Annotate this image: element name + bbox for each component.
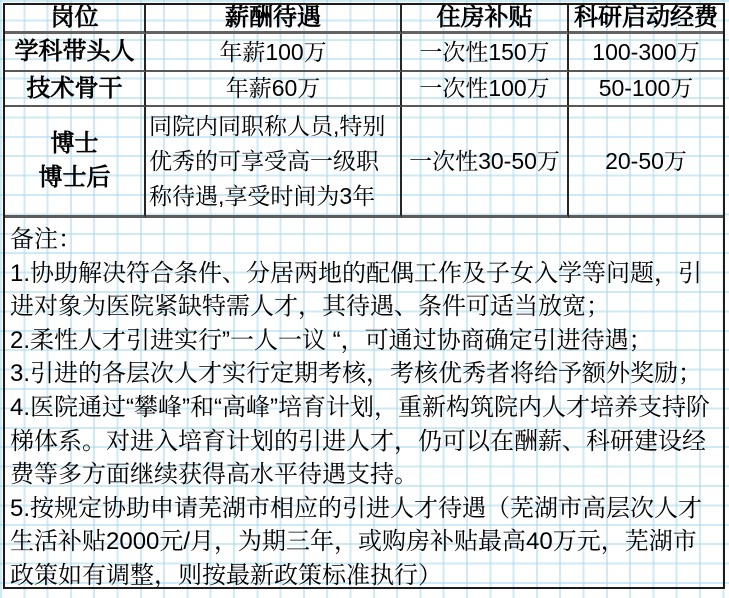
cell-housing-backbone: 一次性100万 — [402, 72, 569, 107]
cell-position-leader: 学科带头人 — [5, 34, 146, 72]
cell-salary-phd: 同院内同职称人员,特别优秀的可享受高一级职称待遇,享受时间为3年 — [146, 107, 402, 218]
position-phd-line1: 博士 — [50, 130, 99, 157]
note-item-1: 1.协助解决符合条件、分居两地的配偶工作及子女入学等问题，引进对象为医院紧缺特需人才，其待遇、条件可适当放宽； — [10, 259, 703, 321]
position-postdoc-line2: 博士后 — [38, 164, 111, 191]
cell-position-backbone: 技术骨干 — [5, 72, 146, 107]
cell-research-backbone: 50-100万 — [569, 72, 723, 107]
cell-position-phd — [5, 107, 146, 218]
cell-housing-phd: 一次性30-50万 — [402, 107, 569, 218]
notes-label: 备注： — [10, 226, 82, 253]
cell-salary-backbone: 年薪60万 — [146, 72, 402, 107]
header-research-fund: 科研启动经费 — [569, 5, 723, 34]
note-item-3: 3.引进的各层次人才实行定期考核，考核优秀者将给予额外奖励； — [10, 360, 703, 388]
note-item-5: 5.按规定协助申请芜湖市相应的引进人才待遇（芜湖市高层次人才生活补贴2000元/月，为期三年，或购房补贴最高40万元，芜湖市政策如有调整，则按最新政策标准执行） — [10, 494, 703, 589]
header-salary: 薪酬待遇 — [146, 5, 402, 34]
cell-salary-leader: 年薪100万 — [146, 34, 402, 72]
cell-housing-leader: 一次性150万 — [402, 34, 569, 72]
header-housing: 住房补贴 — [402, 5, 569, 34]
cell-research-leader: 100-300万 — [569, 34, 723, 72]
benefits-table — [3, 3, 725, 589]
cell-research-phd: 20-50万 — [569, 107, 723, 218]
notes-section — [5, 218, 723, 587]
note-item-2: 2.柔性人才引进实行”一人一议 “，可通过协商确定引进待遇； — [10, 326, 653, 354]
header-position: 岗位 — [5, 5, 146, 34]
note-item-4: 4.医院通过“攀峰”和“高峰”培育计划，重新构筑院内人才培养支持阶梯体系。对进入培育计划的引进人才，仍可以在酬薪、科研建设经费等多方面继续获得高水平待遇支持。 — [10, 393, 710, 489]
